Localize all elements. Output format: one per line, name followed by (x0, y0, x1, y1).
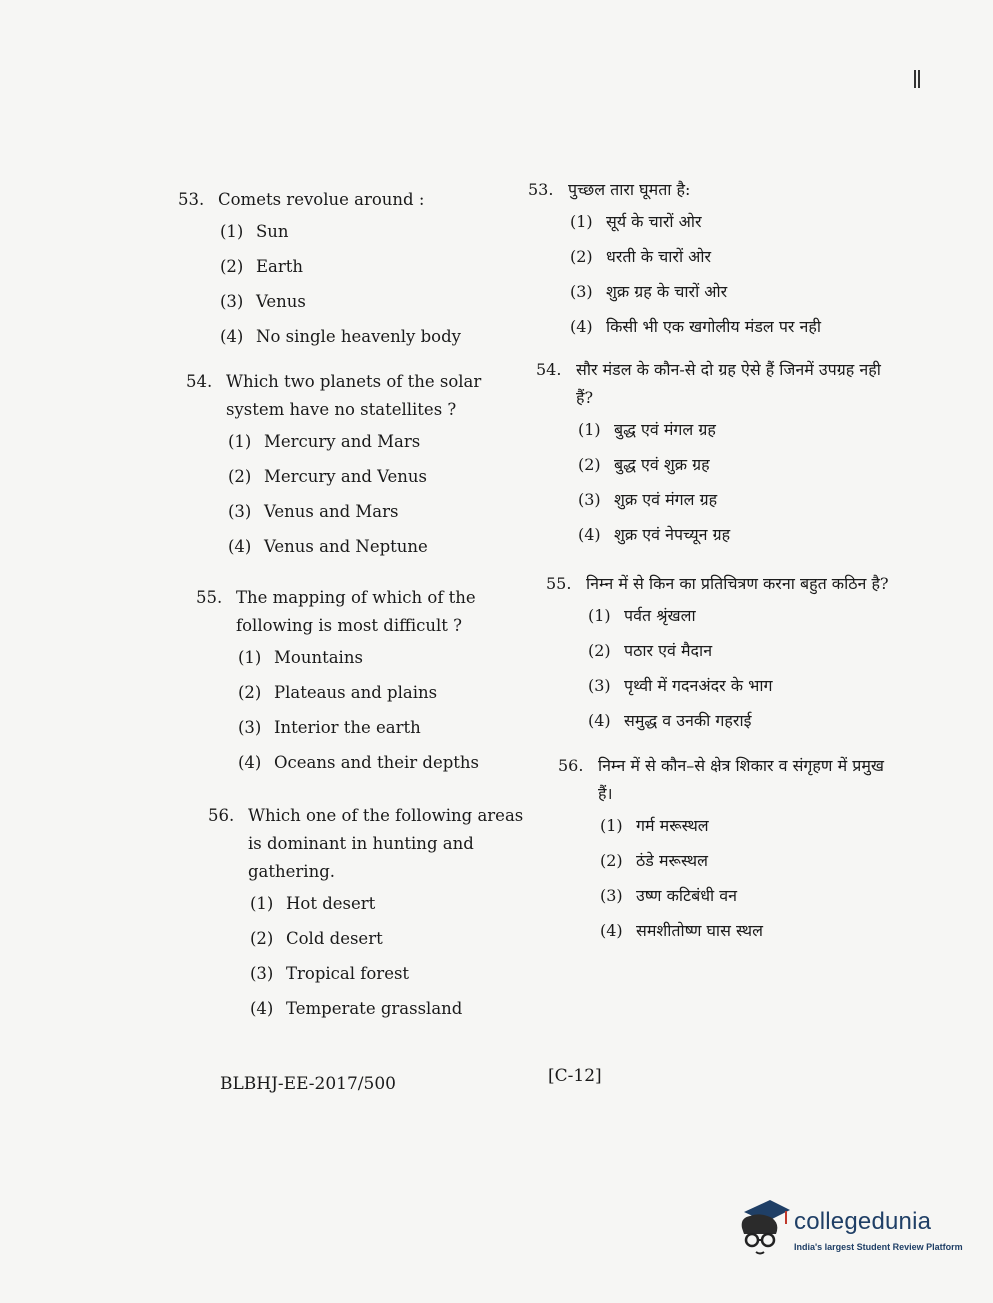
option-number: (2) (220, 257, 244, 276)
student-mascot-icon (736, 1198, 792, 1258)
option-number: (3) (220, 292, 244, 311)
option-text: सूर्य के चारों ओर (606, 212, 702, 231)
option-text: Venus and Neptune (264, 537, 428, 556)
question-number: 56. (208, 806, 235, 825)
question-text: निम्न में से कौन–से क्षेत्र शिकार व संगृहण में प्रमुख हैं। (598, 756, 884, 803)
question-number: 56. (558, 756, 584, 775)
option-text: बुद्ध एवं शुक्र ग्रह (614, 455, 710, 474)
option-text: पृथ्वी में गदनअंदर के भाग (624, 676, 773, 695)
collegedunia-logo[interactable] (736, 1198, 966, 1258)
option-number: (4) (228, 537, 252, 556)
option-number: (1) (570, 212, 593, 231)
option-text: समुद्ध व उनकी गहराई (624, 711, 752, 730)
logo-name: collegedunia (794, 1208, 932, 1235)
option-number: (1) (238, 648, 262, 667)
option-number: (3) (250, 964, 274, 983)
option-text: किसी भी एक खगोलीय मंडल पर नही (606, 317, 822, 336)
option-text: Sun (256, 222, 289, 241)
option-text: बुद्ध एवं मंगल ग्रह (614, 420, 716, 439)
question-number: 55. (546, 574, 572, 593)
option-text: Hot desert (286, 894, 376, 913)
paper-code: BLBHJ-EE-2017/500 (220, 1074, 396, 1094)
question-56-hi (528, 752, 898, 948)
hindi-column (528, 176, 898, 948)
option-number: (3) (600, 886, 623, 905)
option-number: (1) (578, 420, 601, 439)
option-text: शुक्र एवं नेपच्यून ग्रह (614, 525, 731, 544)
option-number: (1) (250, 894, 274, 913)
question-number: 55. (196, 588, 223, 607)
question-text: निम्न में से किन का प्रतिचित्रण करना बहुत कठिन है? (586, 574, 889, 593)
option-text: ठंडे मरूस्थल (636, 851, 708, 870)
question-54-hi (528, 356, 898, 552)
question-55-hi (528, 570, 898, 738)
option-number: (1) (600, 816, 623, 835)
option-text: गर्म मरूस्थल (636, 816, 709, 835)
option-text: शुक्र ग्रह के चारों ओर (606, 282, 728, 301)
option-number: (2) (250, 929, 274, 948)
question-number: 53. (178, 190, 205, 209)
option-text: Mercury and Venus (264, 467, 428, 486)
option-text: Venus and Mars (264, 502, 399, 521)
option-number: (2) (600, 851, 623, 870)
option-number: (2) (570, 247, 593, 266)
question-number: 54. (536, 360, 562, 379)
option-number: (3) (570, 282, 593, 301)
option-number: (4) (570, 317, 593, 336)
option-text: Interior the earth (274, 718, 421, 737)
option-number: (3) (228, 502, 252, 521)
option-number: (2) (578, 455, 601, 474)
question-number: 54. (186, 372, 213, 391)
option-number: (4) (578, 525, 601, 544)
option-number: (3) (578, 490, 601, 509)
question-55-en (178, 584, 538, 780)
option-number: (2) (238, 683, 262, 702)
option-text: धरती के चारों ओर (606, 247, 712, 266)
option-number: (3) (588, 676, 611, 695)
question-text: Comets revolue around : (218, 190, 425, 209)
page-corner-mark (914, 70, 920, 88)
option-text: Mercury and Mars (264, 432, 421, 451)
question-text: The mapping of which of the following is most difficult ? (236, 588, 476, 635)
option-number: (1) (588, 606, 611, 625)
option-text: Temperate grassland (286, 999, 463, 1018)
option-text: उष्ण कटिबंधी वन (636, 886, 738, 905)
question-text: Which one of the following areas is dominant in hunting and gathering. (248, 806, 524, 881)
option-number: (4) (600, 921, 623, 940)
option-text: पर्वत श्रृंखला (624, 606, 696, 625)
option-text: Plateaus and plains (274, 683, 438, 702)
question-number: 53. (528, 180, 554, 199)
option-number: (4) (588, 711, 611, 730)
option-number: (1) (220, 222, 244, 241)
page-number: [C-12] (548, 1066, 602, 1086)
option-text: शुक्र एवं मंगल ग्रह (614, 490, 718, 509)
logo-tagline: India's largest Student Review Platform (794, 1242, 963, 1252)
question-56-en (178, 802, 538, 1026)
question-text: सौर मंडल के कौन-से दो ग्रह ऐसे हैं जिनमें उपग्रह नही हैं? (576, 360, 881, 407)
option-number: (4) (250, 999, 274, 1018)
question-text: पुच्छल तारा घूमता है: (568, 180, 691, 199)
option-text: Tropical forest (286, 964, 410, 983)
option-text: Venus (256, 292, 306, 311)
english-column (178, 186, 538, 1026)
option-text: No single heavenly body (256, 327, 462, 346)
question-53-en (178, 186, 538, 354)
option-number: (1) (228, 432, 252, 451)
option-text: Mountains (274, 648, 363, 667)
option-number: (4) (238, 753, 262, 772)
option-text: Oceans and their depths (274, 753, 480, 772)
option-number: (2) (588, 641, 611, 660)
question-54-en (178, 368, 538, 564)
option-number: (4) (220, 327, 244, 346)
option-text: समशीतोष्ण घास स्थल (636, 921, 763, 940)
option-number: (2) (228, 467, 252, 486)
question-53-hi (528, 176, 898, 344)
option-number: (3) (238, 718, 262, 737)
option-text: Cold desert (286, 929, 383, 948)
option-text: पठार एवं मैदान (624, 641, 713, 660)
question-text: Which two planets of the solar system have no statellites ? (226, 372, 482, 419)
option-text: Earth (256, 257, 304, 276)
